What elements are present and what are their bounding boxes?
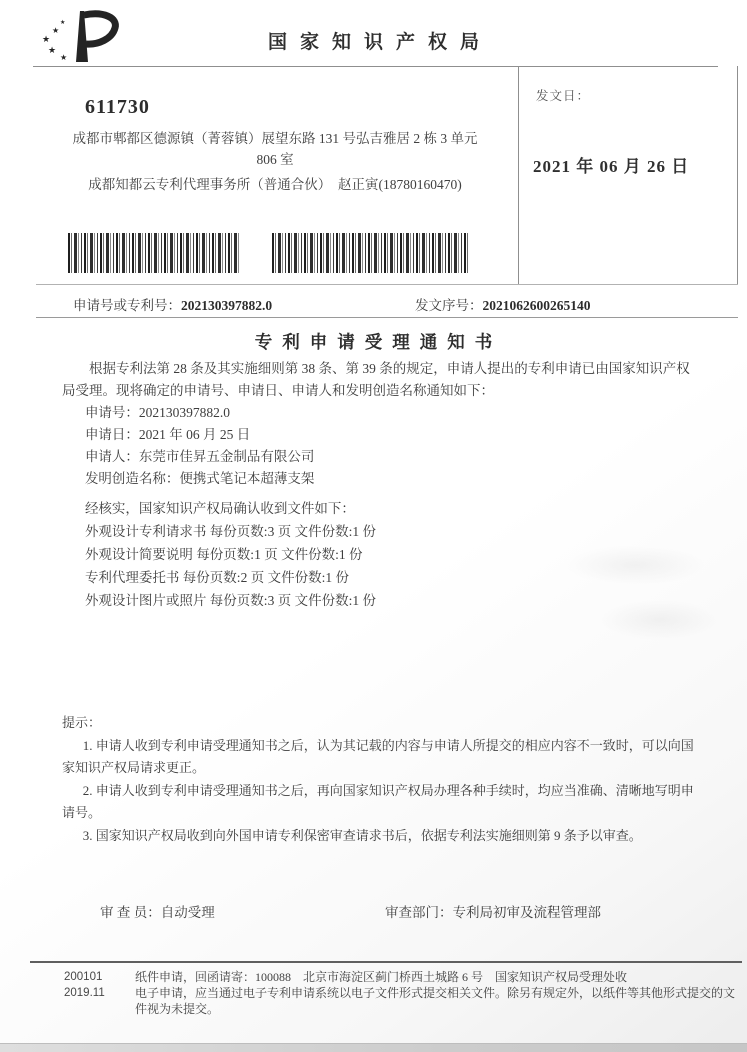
footer-form-code: 2019.11 bbox=[64, 987, 105, 999]
svg-text:★: ★ bbox=[60, 53, 68, 62]
dispatch-serial-label: 发文序号： bbox=[415, 298, 483, 313]
footer-paper-instruction: 纸件申请，回函请寄：100088 北京市海淀区蓟门桥西土城路 6 号 国家知识产权局受理处收 bbox=[135, 970, 628, 984]
document-item: 专利代理委托书 每份页数:2 页 文件份数:1 份 bbox=[84, 570, 349, 585]
field-application-no: 申请号：202130397882.0 bbox=[84, 405, 231, 420]
recipient-postcode: 611730 bbox=[85, 96, 150, 118]
review-department bbox=[385, 901, 601, 921]
document-item: 外观设计图片或照片 每份页数:3 页 文件份数:1 份 bbox=[84, 593, 376, 608]
svg-text:★: ★ bbox=[52, 26, 60, 35]
dispatch-date-box bbox=[518, 66, 738, 284]
svg-text:★: ★ bbox=[48, 45, 57, 55]
document-item: 外观设计简要说明 每份页数:1 页 文件份数:1 份 bbox=[84, 547, 363, 562]
dispatch-serial bbox=[415, 294, 591, 314]
svg-text:★: ★ bbox=[60, 20, 66, 26]
barcode-right bbox=[272, 233, 470, 273]
notice-body bbox=[62, 358, 692, 612]
review-department-label: 审查部门： bbox=[385, 905, 453, 920]
dispatch-date-label: 发文日： bbox=[536, 89, 591, 103]
tip-item: 2. 申请人收到专利申请受理通知书之后，再向国家知识产权局办理各种手续时，均应当准确、清晰地写明申请号。 bbox=[62, 782, 694, 820]
field-applicant: 申请人：东莞市佳昇五金制品有限公司 bbox=[84, 449, 315, 464]
notice-title: 专利申请受理通知书 bbox=[254, 332, 503, 352]
divider-rule bbox=[36, 317, 738, 318]
dispatch-date-value: 2021 年 06 月 26 日 bbox=[533, 157, 690, 176]
footer-form-code: 200101 bbox=[64, 971, 103, 983]
examiner bbox=[100, 901, 215, 921]
examiner-value: 自动受理 bbox=[160, 905, 215, 920]
review-department-value: 专利局初审及流程管理部 bbox=[452, 905, 601, 920]
application-number bbox=[73, 294, 272, 314]
scan-edge-strip bbox=[0, 1043, 747, 1052]
agency-title: 国家知识产权局 bbox=[267, 32, 492, 53]
examiner-label: 审 查 员： bbox=[100, 905, 161, 920]
tip-item: 1. 申请人收到专利申请受理通知书之后，认为其记载的内容与申请人所提交的相应内容不一致时，可以向国家知识产权局请求更正。 bbox=[62, 737, 694, 775]
dispatch-serial-value: 2021062600265140 bbox=[482, 298, 591, 313]
divider-rule bbox=[36, 284, 738, 285]
field-invention-name: 发明创造名称：便携式笔记本超薄支架 bbox=[84, 471, 315, 486]
tips-section bbox=[62, 712, 700, 847]
application-number-value: 202130397882.0 bbox=[181, 298, 273, 313]
barcode-left bbox=[68, 233, 240, 273]
footer-electronic-instruction: 电子申请，应当通过电子专利申请系统以电子文件形式提交相关文件。除另有规定外，以纸件等其他形式提交的文件视为未提交。 bbox=[135, 986, 736, 1016]
notice-intro: 根据专利法第 28 条及其实施细则第 38 条、第 39 条的规定，申请人提出的专利申请已由国家知识产权局受理。现将确定的申请号、申请日、申请人和发明创造名称通知如下： bbox=[62, 361, 690, 398]
recipient-address-block bbox=[40, 128, 510, 195]
tips-label: 提示： bbox=[62, 715, 102, 730]
footer-instructions bbox=[135, 969, 735, 1017]
recipient-agency-line: 成都知都云专利代理事务所（普通合伙） 赵正寅(18780160470) bbox=[88, 177, 462, 192]
application-number-label: 申请号或专利号： bbox=[73, 298, 181, 313]
tip-item: 3. 国家知识产权局收到向外国申请专利保密审查请求书后，依据专利法实施细则第 9 条予以审查。 bbox=[82, 827, 642, 843]
svg-text:★: ★ bbox=[42, 34, 51, 44]
document-item: 外观设计专利请求书 每份页数:3 页 文件份数:1 份 bbox=[84, 524, 376, 539]
documents-confirm-line: 经核实，国家知识产权局确认收到文件如下： bbox=[84, 501, 355, 516]
field-application-date: 申请日：2021 年 06 月 25 日 bbox=[84, 427, 251, 442]
recipient-address-line2: 806 室 bbox=[256, 152, 294, 167]
footer-rule bbox=[30, 961, 742, 963]
footer-form-codes bbox=[64, 969, 105, 1001]
recipient-address-line1: 成都市郫都区德源镇（菁蓉镇）展望东路 131 号弘吉雅居 2 栋 3 单元 bbox=[72, 131, 478, 146]
